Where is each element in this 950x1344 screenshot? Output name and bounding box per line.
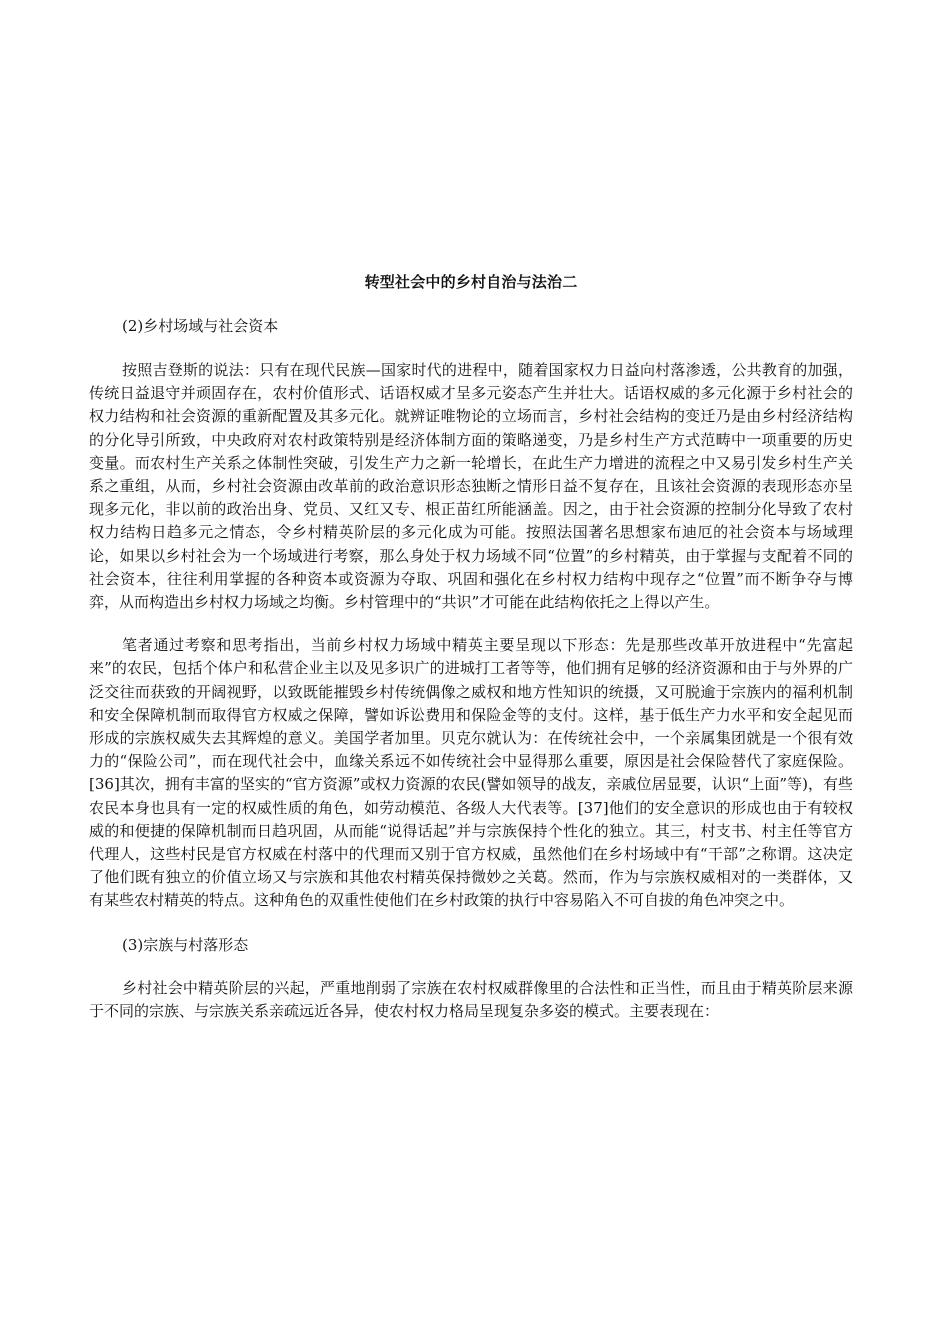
paragraph-2: 笔者通过考察和思考指出，当前乡村权力场域中精英主要呈现以下形态：先是那些改革开放进程中“先富起来”的农民，包括个体户和私营企业主以及见多识广的进城打工者等等，他们拥有足够的经济资源和由于与外界的广泛交往而获致的开阔视野，以致既能摧毁乡村传统偶像之威权和地方性知识的统摄，又可脱逾于宗族内的福利机制和安全保障机制而取得官方权威之保障，譬如诉讼费用和保险金等的支付。这样，基于低生产力水平和安全起见而形成的宗族权威失去其辉煌的意义。美国学者加里。贝克尔就认为：在传统社会中，一个亲属集团就是一个很有效力的“保险公司”，而在现代社会中，血缘关系远不如传统社会中显得那么重要，原因是社会保险替代了家庭保险。[36]其次，拥有丰富的坚实的“官方资源”或权力资源的农民(譬如领导的战友，亲戚位居显要，认识“上面”等)，有些农民本身也具有一定的权威性质的角色，如劳动模范、各级人大代表等。[37]他们的安全意识的形成也由于有较权威的和便捷的保障机制而日趋巩固，从而能“说得话起”并与宗族保持个性化的独立。其三，村支书、村主任等官方代理人，这些村民是官方权威在村落中的代理而又别于官方权威，虽然他们在乡村场域中有“干部”之称谓。这决定了他们既有独立的价值立场又与宗族和其他农村精英保持微妙之关葛。然而，作为与宗族权威相对的一类群体，又有某些农村精英的特点。这种角色的双重性使他们在乡村政策的执行中容易陷入不可自拔的角色冲突之中。	[89, 636, 853, 910]
article-body	[89, 270, 853, 1023]
section-heading-2: (2)乡村场域与社会资本	[122, 317, 279, 335]
article-title: 转型社会中的乡村自治与法治二	[364, 273, 578, 291]
section-heading-3: (3)宗族与村落形态	[122, 935, 249, 954]
paragraph-1: 按照吉登斯的说法：只有在现代民族—国家时代的进程中，随着国家权力日益向村落渗透，公共教育的加强，传统日益退守并顽固存在，农村价值形式、话语权威才呈多元姿态产生并壮大。话语权威的多元化源于乡村社会的权力结构和社会资源的重新配置及其多元化。就辨证唯物论的立场而言，乡村社会结构的变迁乃是由乡村经济结构的分化导引所致，中央政府对农村政策特别是经济体制方面的策略递变，乃是乡村生产方式范畴中一项重要的历史变量。而农村生产关系之体制性突破，引发生产力之新一轮增长，在此生产力增进的流程之中又易引发乡村生产关系之重组，从而，乡村社会资源由改革前的政治意识形态独断之情形日益不复存在，且该社会资源的表现形态亦呈现多元化，非以前的政治出身、党员、又红又专、根正苗红所能涵盖。因之，由于社会资源的控制分化导致了农村权力结构日趋多元之情态，令乡村精英阶层的多元化成为可能。按照法国著名思想家布迪厄的社会资本与场域理论，如果以乡村社会为一个场域进行考察，那么身处于权力场域不同“位置”的乡村精英，由于掌握与支配着不同的社会资本，往往利用掌握的各种资本或资源为夺取、巩固和强化在乡村权力结构中现存之“位置”而不断争夺与博弈，从而构造出乡村权力场域之均衡。乡村管理中的“共识”才可能在此结构依托之上得以产生。	[89, 361, 853, 612]
paragraph-3: 乡村社会中精英阶层的兴起，严重地削弱了宗族在农村权威群像里的合法性和正当性，而且由于精英阶层来源于不同的宗族、与宗族关系亲疏远近各异，使农村权力格局呈现复杂多姿的模式。主要表现在：	[89, 978, 853, 1020]
